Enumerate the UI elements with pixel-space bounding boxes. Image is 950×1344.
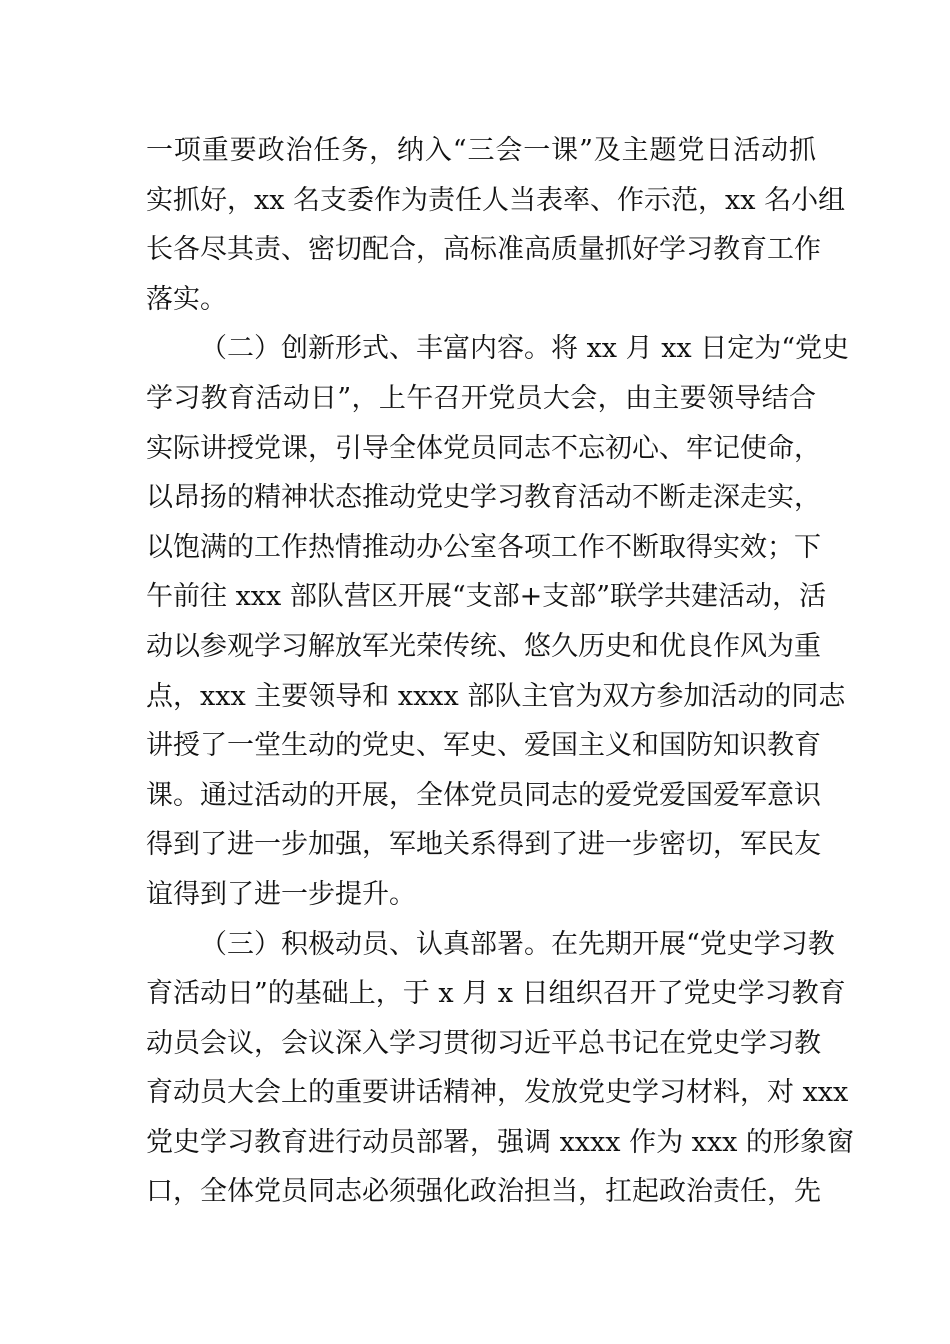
text-line: 以昂扬的精神状态推动党史学习教育活动不断走深走实， xyxy=(146,482,821,514)
text-line: 党史学习教育进行动员部署，强调 xxxx 作为 xxx 的形象窗 xyxy=(146,1126,854,1158)
text-line: 谊得到了进一步提升。 xyxy=(146,878,416,910)
text-line: 得到了进一步加强，军地关系得到了进一步密切，军民友 xyxy=(146,829,821,861)
text-line: （三）积极动员、认真部署。在先期开展“党史学习教 xyxy=(200,928,835,960)
text-line: 讲授了一堂生动的党史、军史、爱国主义和国防知识教育 xyxy=(146,730,821,762)
text-line: 学习教育活动日”，上午召开党员大会，由主要领导结合 xyxy=(146,382,816,414)
text-line: （二）创新形式、丰富内容。将 xx 月 xx 日定为“党史 xyxy=(200,333,850,365)
text-line: 育动员大会上的重要讲话精神，发放党史学习材料，对 xxx xyxy=(146,1077,849,1109)
text-line: 口，全体党员同志必须强化政治担当，扛起政治责任，先 xyxy=(146,1176,821,1208)
text-line: 实抓好，xx 名支委作为责任人当表率、作示范，xx 名小组 xyxy=(146,184,846,216)
text-line: 以饱满的工作热情推动办公室各项工作不断取得实效；下 xyxy=(146,531,821,563)
text-line: 育活动日”的基础上，于 x 月 x 日组织召开了党史学习教育 xyxy=(146,978,846,1010)
text-line: 一项重要政治任务，纳入“三会一课”及主题党日活动抓 xyxy=(146,135,816,166)
text-line: 点，xxx 主要领导和 xxxx 部队主官为双方参加活动的同志 xyxy=(146,680,846,712)
text-line: 实际讲授党课，引导全体党员同志不忘初心、牢记使命， xyxy=(146,432,821,464)
text-line: 落实。 xyxy=(146,283,227,315)
text-line: 动以参观学习解放军光荣传统、悠久历史和优良作风为重 xyxy=(146,630,821,662)
text-line: 午前往 xxx 部队营区开展“支部+支部”联学共建活动，活 xyxy=(146,581,827,613)
body-text xyxy=(146,126,854,1217)
text-line: 长各尽其责、密切配合，高标准高质量抓好学习教育工作 xyxy=(146,234,821,266)
text-line: 课。通过活动的开展，全体党员同志的爱党爱国爱军意识 xyxy=(146,779,821,811)
text-line: 动员会议，会议深入学习贯彻习近平总书记在党史学习教 xyxy=(146,1027,821,1059)
